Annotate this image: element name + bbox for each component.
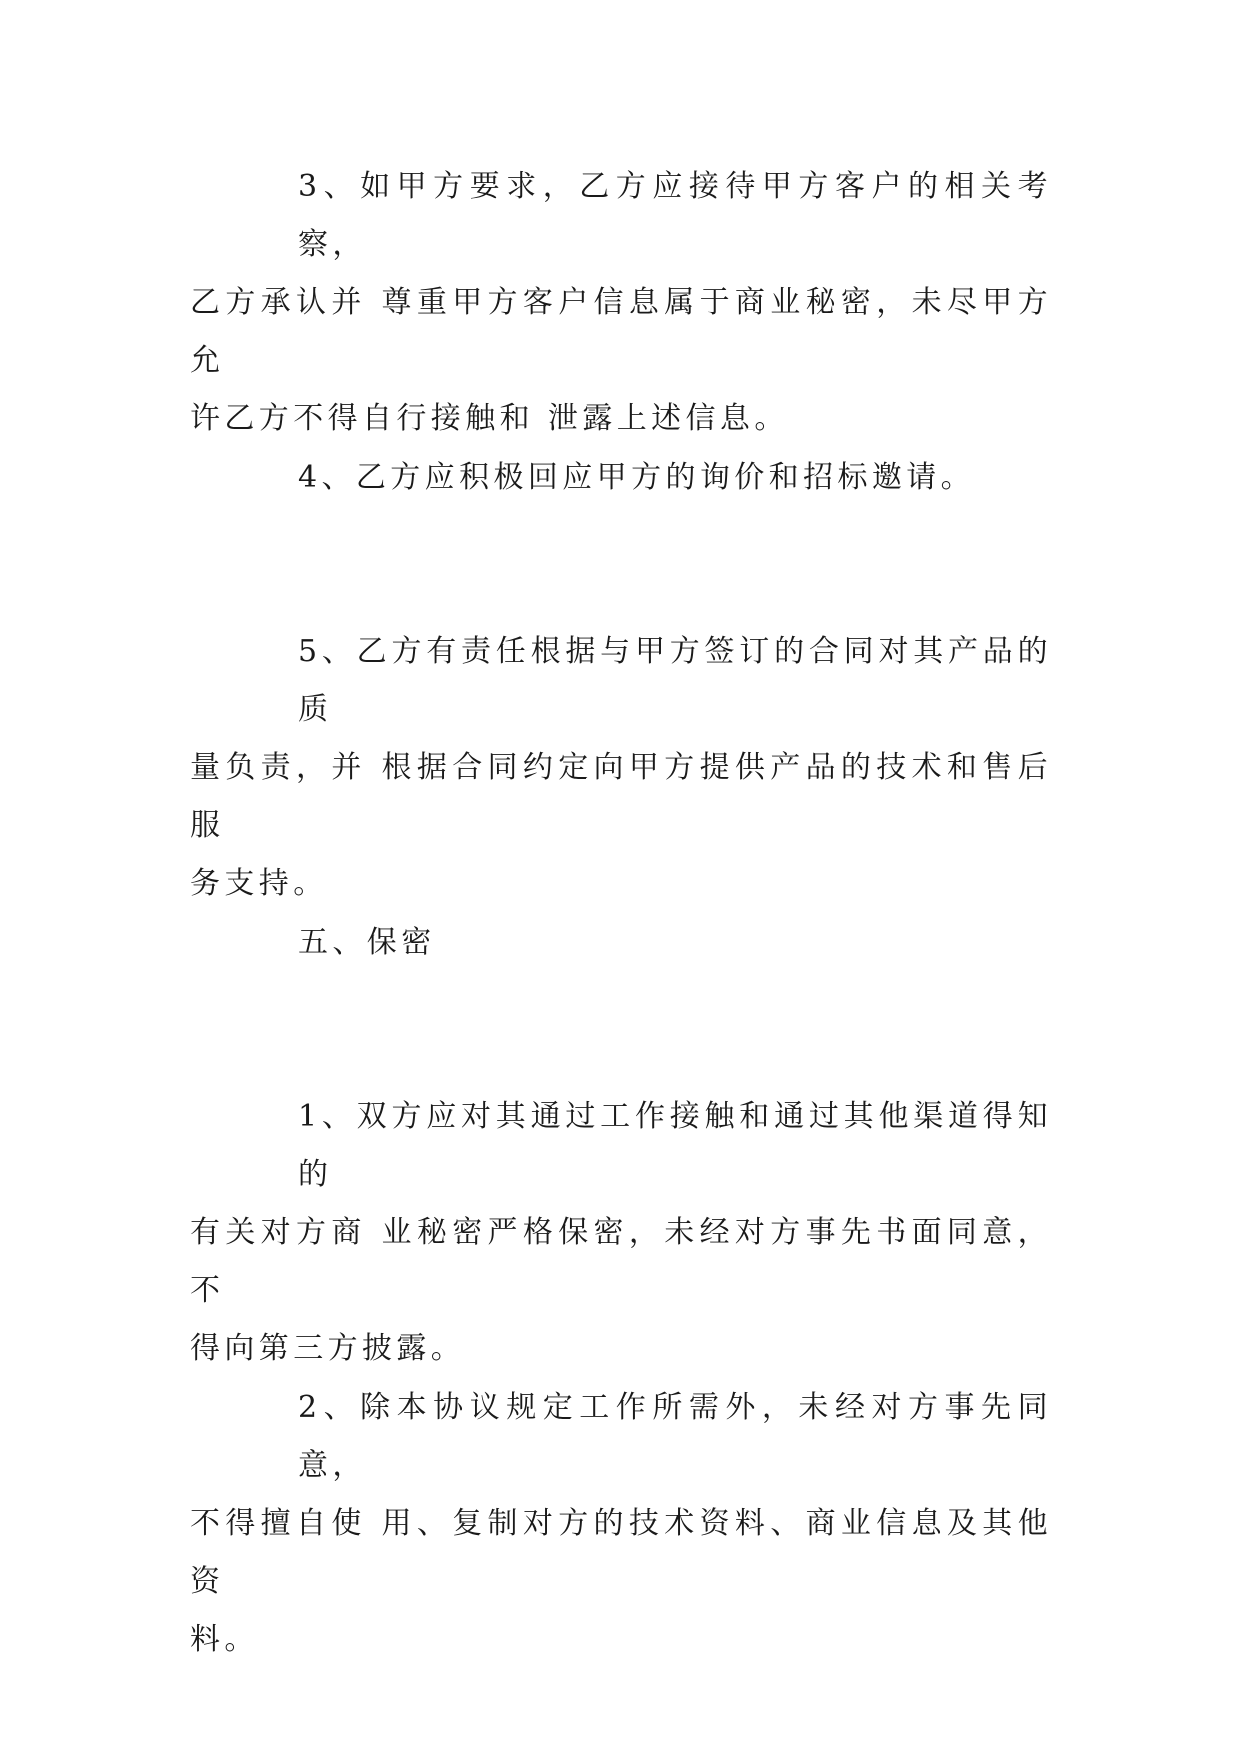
paragraph-line: 5、乙方有责任根据与甲方签订的合同对其产品的质 [298, 634, 1052, 727]
paragraph-line: 2、除本协议规定工作所需外，未经对方事先同意， [298, 1390, 1052, 1483]
paragraph-confidentiality-1 [190, 1088, 1052, 1378]
paragraph-line: 量负责，并 根据合同约定向甲方提供产品的技术和售后服 [190, 750, 1052, 843]
paragraph-line: 不得擅自使 用、复制对方的技术资料、商业信息及其他资 [190, 1506, 1052, 1599]
paragraph-line: 有关对方商 业秘密严格保密，未经对方事先书面同意，不 [190, 1215, 1052, 1308]
paragraph-5 [190, 623, 1052, 913]
paragraph-line: 许乙方不得自行接触和 泄露上述信息。 [190, 401, 789, 436]
paragraph-line: 3、如甲方要求，乙方应接待甲方客户的相关考察， [298, 169, 1052, 262]
paragraph-line: 乙方承认并 尊重甲方客户信息属于商业秘密，未尽甲方允 [190, 285, 1052, 378]
paragraph-confidentiality-2 [190, 1379, 1052, 1669]
paragraph-line: 得向第三方披露。 [190, 1331, 466, 1366]
paragraph-4 [190, 449, 1052, 507]
section-heading-confidentiality [190, 914, 1052, 972]
paragraph-line: 4、乙方应积极回应甲方的询价和招标邀请。 [298, 460, 976, 495]
paragraph-line: 务支持。 [190, 866, 328, 901]
section-heading: 五、保密 [298, 925, 436, 960]
paragraph-line: 料。 [190, 1622, 259, 1657]
paragraph-line: 1、双方应对其通过工作接触和通过其他渠道得知的 [298, 1099, 1052, 1192]
paragraph-3 [190, 158, 1052, 448]
